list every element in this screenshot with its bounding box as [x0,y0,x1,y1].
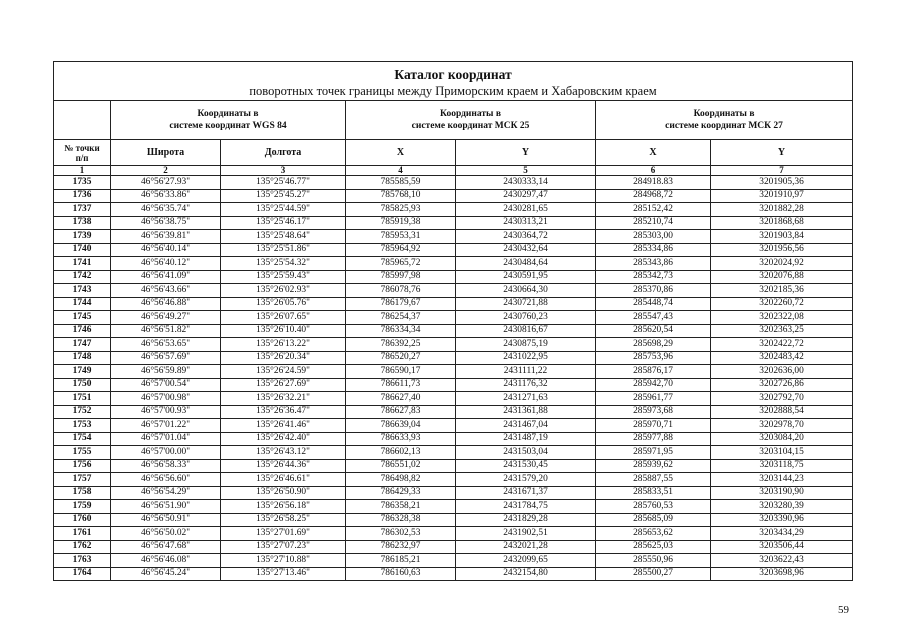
msk25-y-cell: 2430364,72 [456,230,596,244]
latitude-cell: 46°56'35.74" [111,203,221,217]
msk25-x-cell: 785964,92 [346,243,456,257]
msk27-y-cell: 3203506,44 [711,540,853,554]
longitude-cell: 135°26'50.90" [221,486,346,500]
latitude-cell: 46°56'51.90" [111,500,221,514]
msk25-y-cell: 2432154,80 [456,567,596,581]
coordinates-table-body [54,176,853,581]
table-row [54,297,853,311]
msk27-x-cell: 285620,54 [596,324,711,338]
msk27-y-cell: 3202260,72 [711,297,853,311]
column-header-msk27-y: Y [711,140,853,166]
table-row [54,392,853,406]
longitude-cell: 135°25'54.32" [221,257,346,271]
msk27-x-cell: 285343,86 [596,257,711,271]
table-row [54,473,853,487]
latitude-cell: 46°56'40.14" [111,243,221,257]
table-row [54,338,853,352]
table-row [54,405,853,419]
msk27-x-cell: 285448,74 [596,297,711,311]
column-header-longitude: Долгота [221,140,346,166]
table-row [54,567,853,581]
column-number: 2 [111,166,221,176]
latitude-cell: 46°57'00.54" [111,378,221,392]
msk25-x-cell: 785965,72 [346,257,456,271]
table-row [54,230,853,244]
longitude-cell: 135°25'48.64" [221,230,346,244]
msk27-y-cell: 3202076,88 [711,270,853,284]
msk27-x-cell: 285942,70 [596,378,711,392]
latitude-cell: 46°56'54.29" [111,486,221,500]
msk27-y-cell: 3202792,70 [711,392,853,406]
longitude-cell: 135°26'43.12" [221,446,346,460]
latitude-cell: 46°56'46.08" [111,554,221,568]
longitude-cell: 135°27'10.88" [221,554,346,568]
point-number-cell: 1737 [54,203,111,217]
coordinates-catalog-frame [53,61,852,581]
table-row [54,284,853,298]
longitude-cell: 135°25'45.27" [221,189,346,203]
point-number-cell: 1753 [54,419,111,433]
msk27-x-cell: 285760,53 [596,500,711,514]
msk25-y-cell: 2430484,64 [456,257,596,271]
longitude-cell: 135°26'46.61" [221,473,346,487]
longitude-cell: 135°25'44.59" [221,203,346,217]
msk25-x-cell: 786358,21 [346,500,456,514]
msk25-y-cell: 2430760,23 [456,311,596,325]
longitude-cell: 135°26'27.69" [221,378,346,392]
msk27-x-cell: 284918.83 [596,176,711,190]
msk25-x-cell: 786254,37 [346,311,456,325]
msk27-x-cell: 285887,55 [596,473,711,487]
msk27-y-cell: 3202636,00 [711,365,853,379]
msk25-y-cell: 2430333,14 [456,176,596,190]
longitude-cell: 135°26'20.34" [221,351,346,365]
point-number-cell: 1758 [54,486,111,500]
msk25-x-cell: 786520,27 [346,351,456,365]
longitude-cell: 135°26'05.76" [221,297,346,311]
longitude-cell: 135°27'13.46" [221,567,346,581]
latitude-cell: 46°57'01.22" [111,419,221,433]
msk27-x-cell: 285334,86 [596,243,711,257]
catalog-subtitle: поворотных точек границы между Приморским краем и Хабаровским краем [249,84,657,98]
point-number-cell: 1752 [54,405,111,419]
msk27-x-cell: 285370,86 [596,284,711,298]
msk25-y-cell: 2430432,64 [456,243,596,257]
msk27-x-cell: 285653,62 [596,527,711,541]
latitude-cell: 46°56'49.27" [111,311,221,325]
longitude-cell: 135°25'46.77" [221,176,346,190]
msk27-y-cell: 3201882,28 [711,203,853,217]
msk27-y-cell: 3202024,92 [711,257,853,271]
longitude-cell: 135°26'41.46" [221,419,346,433]
msk25-y-cell: 2431530,45 [456,459,596,473]
point-number-cell: 1759 [54,500,111,514]
latitude-cell: 46°56'40.12" [111,257,221,271]
column-header-point-number: № точки п/п [54,140,111,166]
latitude-cell: 46°56'38.75" [111,216,221,230]
msk25-y-cell: 2431784,75 [456,500,596,514]
point-number-cell: 1761 [54,527,111,541]
point-number-cell: 1750 [54,378,111,392]
msk25-y-cell: 2430281,65 [456,203,596,217]
msk27-y-cell: 3203390,96 [711,513,853,527]
msk27-y-cell: 3201905,36 [711,176,853,190]
page-number: 59 [838,604,849,616]
coordinates-table [53,61,853,581]
group-header-msk25: Координаты в системе координат МСК 25 [346,101,596,140]
msk25-y-cell: 2431361,88 [456,405,596,419]
catalog-title: Каталог координат [394,67,512,82]
msk27-x-cell: 285550,96 [596,554,711,568]
point-number-cell: 1742 [54,270,111,284]
msk27-y-cell: 3201868,68 [711,216,853,230]
point-number-cell: 1746 [54,324,111,338]
msk25-x-cell: 786627,40 [346,392,456,406]
longitude-cell: 135°27'07.23" [221,540,346,554]
msk25-x-cell: 785953,31 [346,230,456,244]
table-row [54,243,853,257]
msk25-x-cell: 786334,34 [346,324,456,338]
msk27-x-cell: 285500,27 [596,567,711,581]
longitude-cell: 135°25'46.17" [221,216,346,230]
point-number-cell: 1739 [54,230,111,244]
msk27-x-cell: 285547,43 [596,311,711,325]
table-row [54,270,853,284]
msk25-x-cell: 785919,38 [346,216,456,230]
table-row [54,513,853,527]
msk25-x-cell: 786328,38 [346,513,456,527]
point-number-cell: 1744 [54,297,111,311]
column-number: 5 [456,166,596,176]
msk27-x-cell: 285833,51 [596,486,711,500]
latitude-cell: 46°56'27.93" [111,176,221,190]
column-number: 1 [54,166,111,176]
msk25-y-cell: 2430591,95 [456,270,596,284]
latitude-cell: 46°56'45.24" [111,567,221,581]
msk27-x-cell: 285152,42 [596,203,711,217]
table-row [54,216,853,230]
column-number: 4 [346,166,456,176]
msk27-y-cell: 3202726,86 [711,378,853,392]
table-row [54,351,853,365]
point-number-cell: 1743 [54,284,111,298]
longitude-cell: 135°26'07.65" [221,311,346,325]
longitude-cell: 135°26'13.22" [221,338,346,352]
msk25-y-cell: 2430664,30 [456,284,596,298]
msk27-y-cell: 3203190,90 [711,486,853,500]
point-number-cell: 1755 [54,446,111,460]
latitude-cell: 46°56'43.66" [111,284,221,298]
msk27-y-cell: 3203280,39 [711,500,853,514]
point-number-cell: 1748 [54,351,111,365]
msk27-x-cell: 285939,62 [596,459,711,473]
msk25-x-cell: 786429,33 [346,486,456,500]
msk25-x-cell: 785585,59 [346,176,456,190]
msk27-y-cell: 3202888,54 [711,405,853,419]
table-row [54,527,853,541]
table-row [54,459,853,473]
msk27-y-cell: 3201910,97 [711,189,853,203]
msk25-y-cell: 2430313,21 [456,216,596,230]
longitude-cell: 135°26'56.18" [221,500,346,514]
msk25-y-cell: 2431467,04 [456,419,596,433]
longitude-cell: 135°26'36.47" [221,405,346,419]
msk25-x-cell: 786232,97 [346,540,456,554]
msk25-x-cell: 786590,17 [346,365,456,379]
table-row [54,554,853,568]
msk27-x-cell: 285342,73 [596,270,711,284]
longitude-cell: 135°26'02.93" [221,284,346,298]
msk25-y-cell: 2430875,19 [456,338,596,352]
msk25-y-cell: 2431579,20 [456,473,596,487]
group-header-spacer [54,101,111,140]
longitude-cell: 135°26'24.59" [221,365,346,379]
point-number-cell: 1747 [54,338,111,352]
msk27-y-cell: 3203434,29 [711,527,853,541]
point-number-cell: 1741 [54,257,111,271]
point-number-cell: 1763 [54,554,111,568]
msk27-x-cell: 285973,68 [596,405,711,419]
msk25-y-cell: 2431176,32 [456,378,596,392]
latitude-cell: 46°56'50.02" [111,527,221,541]
point-number-cell: 1740 [54,243,111,257]
point-number-cell: 1749 [54,365,111,379]
latitude-cell: 46°56'39.81" [111,230,221,244]
msk25-y-cell: 2431487,19 [456,432,596,446]
msk27-x-cell: 285961,77 [596,392,711,406]
msk27-y-cell: 3202363,25 [711,324,853,338]
table-row [54,257,853,271]
table-row [54,189,853,203]
msk27-y-cell: 3202422,72 [711,338,853,352]
msk27-y-cell: 3202322,08 [711,311,853,325]
msk25-y-cell: 2431111,22 [456,365,596,379]
msk25-x-cell: 786179,67 [346,297,456,311]
msk27-y-cell: 3203144,23 [711,473,853,487]
msk27-y-cell: 3203118,75 [711,459,853,473]
longitude-cell: 135°26'32.21" [221,392,346,406]
msk25-x-cell: 786633,93 [346,432,456,446]
longitude-cell: 135°25'51.86" [221,243,346,257]
msk25-x-cell: 786302,53 [346,527,456,541]
title-block [54,62,853,101]
msk27-y-cell: 3202185,36 [711,284,853,298]
table-row [54,419,853,433]
msk25-y-cell: 2430297,47 [456,189,596,203]
msk27-y-cell: 3203104,15 [711,446,853,460]
table-row [54,500,853,514]
msk27-y-cell: 3203698,96 [711,567,853,581]
msk27-y-cell: 3202483,42 [711,351,853,365]
latitude-cell: 46°56'50.91" [111,513,221,527]
latitude-cell: 46°56'46.88" [111,297,221,311]
column-header-msk27-x: X [596,140,711,166]
point-number-cell: 1756 [54,459,111,473]
msk25-x-cell: 785825,93 [346,203,456,217]
latitude-cell: 46°57'00.98" [111,392,221,406]
longitude-cell: 135°26'44.36" [221,459,346,473]
msk27-x-cell: 285876,17 [596,365,711,379]
column-number: 6 [596,166,711,176]
table-row [54,378,853,392]
point-number-cell: 1751 [54,392,111,406]
msk27-x-cell: 285210,74 [596,216,711,230]
msk25-x-cell: 786498,82 [346,473,456,487]
msk25-y-cell: 2431902,51 [456,527,596,541]
msk25-x-cell: 786627,83 [346,405,456,419]
table-row [54,311,853,325]
column-header-msk25-x: X [346,140,456,166]
msk25-y-cell: 2431671,37 [456,486,596,500]
latitude-cell: 46°57'00.93" [111,405,221,419]
msk25-y-cell: 2431022,95 [456,351,596,365]
table-row [54,324,853,338]
msk27-x-cell: 285753,96 [596,351,711,365]
latitude-cell: 46°56'33.86" [111,189,221,203]
msk25-y-cell: 2431271,63 [456,392,596,406]
point-number-cell: 1762 [54,540,111,554]
msk25-x-cell: 785768,10 [346,189,456,203]
column-number: 3 [221,166,346,176]
msk27-y-cell: 3202978,70 [711,419,853,433]
msk25-x-cell: 786392,25 [346,338,456,352]
longitude-cell: 135°25'59.43" [221,270,346,284]
point-number-cell: 1757 [54,473,111,487]
latitude-cell: 46°56'59.89" [111,365,221,379]
latitude-cell: 46°56'51.82" [111,324,221,338]
msk25-y-cell: 2431503,04 [456,446,596,460]
longitude-cell: 135°26'58.25" [221,513,346,527]
msk27-y-cell: 3201956,56 [711,243,853,257]
msk25-x-cell: 786602,13 [346,446,456,460]
latitude-cell: 46°56'58.33" [111,459,221,473]
point-number-cell: 1745 [54,311,111,325]
table-row [54,432,853,446]
msk27-y-cell: 3201903,84 [711,230,853,244]
msk27-x-cell: 285625,03 [596,540,711,554]
latitude-cell: 46°57'01.04" [111,432,221,446]
column-header-latitude: Широта [111,140,221,166]
msk27-y-cell: 3203084,20 [711,432,853,446]
msk25-x-cell: 786160,63 [346,567,456,581]
latitude-cell: 46°56'53.65" [111,338,221,352]
longitude-cell: 135°26'10.40" [221,324,346,338]
msk25-y-cell: 2432099,65 [456,554,596,568]
table-row [54,540,853,554]
msk25-x-cell: 786185,21 [346,554,456,568]
table-row [54,176,853,190]
longitude-cell: 135°26'42.40" [221,432,346,446]
msk25-x-cell: 785997,98 [346,270,456,284]
msk25-x-cell: 786551,02 [346,459,456,473]
msk27-x-cell: 285970,71 [596,419,711,433]
table-row [54,365,853,379]
msk25-y-cell: 2430721,88 [456,297,596,311]
latitude-cell: 46°56'56.60" [111,473,221,487]
latitude-cell: 46°56'57.69" [111,351,221,365]
msk27-x-cell: 284968,72 [596,189,711,203]
column-number: 7 [711,166,853,176]
msk27-x-cell: 285698,29 [596,338,711,352]
point-number-cell: 1738 [54,216,111,230]
msk27-y-cell: 3203622,43 [711,554,853,568]
msk27-x-cell: 285685,09 [596,513,711,527]
msk27-x-cell: 285971,95 [596,446,711,460]
table-row [54,446,853,460]
msk25-x-cell: 786078,76 [346,284,456,298]
latitude-cell: 46°56'47.68" [111,540,221,554]
table-row [54,203,853,217]
point-number-cell: 1754 [54,432,111,446]
msk25-x-cell: 786639,04 [346,419,456,433]
group-header-wgs84: Координаты в системе координат WGS 84 [111,101,346,140]
msk25-x-cell: 786611,73 [346,378,456,392]
msk25-y-cell: 2432021,28 [456,540,596,554]
point-number-cell: 1735 [54,176,111,190]
longitude-cell: 135°27'01.69" [221,527,346,541]
column-header-msk25-y: Y [456,140,596,166]
msk25-y-cell: 2430816,67 [456,324,596,338]
point-number-cell: 1760 [54,513,111,527]
point-number-cell: 1736 [54,189,111,203]
msk27-x-cell: 285303,00 [596,230,711,244]
table-row [54,486,853,500]
msk27-x-cell: 285977,88 [596,432,711,446]
group-header-msk27: Координаты в системе координат МСК 27 [596,101,853,140]
msk25-y-cell: 2431829,28 [456,513,596,527]
latitude-cell: 46°57'00.00" [111,446,221,460]
latitude-cell: 46°56'41.09" [111,270,221,284]
point-number-cell: 1764 [54,567,111,581]
